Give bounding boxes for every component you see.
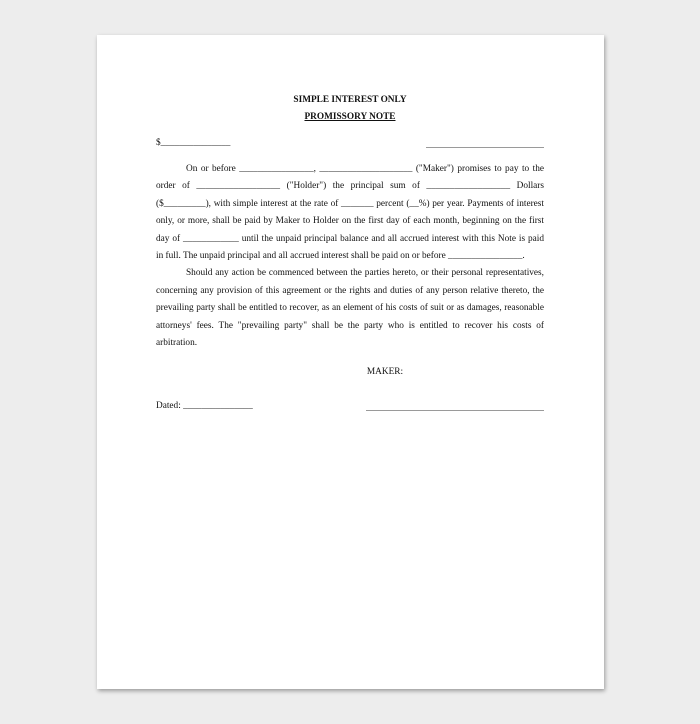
maker-label: MAKER: [366,367,404,378]
attorney-fees-paragraph: Should any action be commenced between the parties hereto, or their personal representatives, concerning any provision of this agreement or the rights and duties of any person relative thereto, the prevailing party shall be entitled to recover, as an element of his costs of suit or as damages, reasonable attorneys' fees. The "prevailing party" shall be the party who is entitled to recover his costs of arbitration. [156,268,544,349]
document-title: SIMPLE INTEREST ONLY [293,95,407,105]
document-subtitle: PROMISSORY NOTE [304,112,396,122]
amount-field: $_______________ [156,138,231,148]
dated-field: Dated: _______________ [156,401,253,412]
document-page [97,35,604,689]
maker-signature-line [366,410,544,411]
document-content [156,92,544,416]
amount-row [156,135,544,153]
terms-paragraph: On or before ________________, ____________________ ("Maker") promises to pay to the order of __________________ ("Holder") the principal sum of __________________ Dollars ($_________), with simple interest at the rate of _______ percent (__%) per year. Payments of interest only, or more, shall be paid by Maker to Holder on the first day of each month, beginning on the first day of ____________ until the unpaid principal balance and all accrued interest with this Note is paid in full. The unpaid principal and all accrued interest shall be paid on or before ________________. [156,164,544,262]
amount-right-line [426,147,544,148]
dated-row [156,398,544,416]
